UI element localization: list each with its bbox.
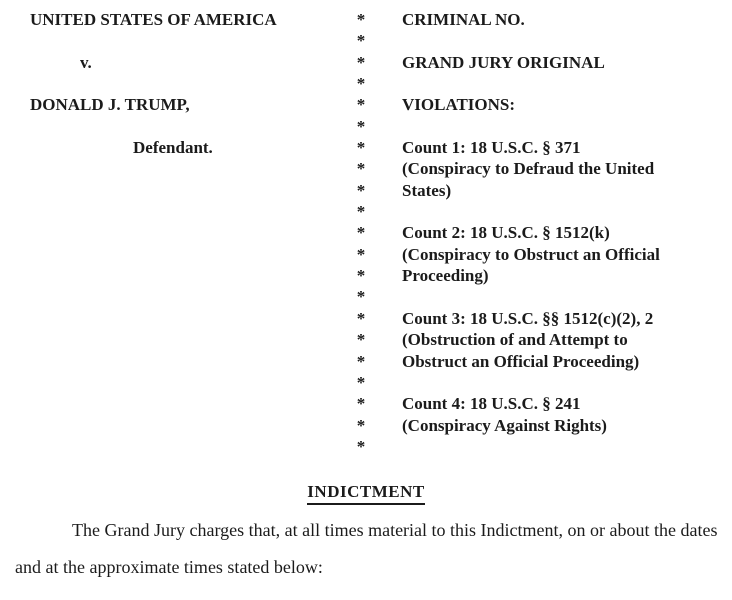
charging-paragraph-line: and at the approximate times stated below: <box>15 557 323 577</box>
caption-spacer <box>402 116 732 137</box>
caption-spacer <box>30 116 340 137</box>
defendant-name: DONALD J. TRUMP, <box>30 95 190 115</box>
caption-spacer <box>402 436 732 457</box>
count-2-description-line: (Conspiracy to Obstruct an Official <box>402 244 660 264</box>
caption-charges-column <box>402 9 732 457</box>
asterisk-glyph: * <box>356 308 366 328</box>
asterisk-glyph: * <box>356 287 366 307</box>
asterisk-divider-column <box>352 9 370 457</box>
count-4-description-line: (Conspiracy Against Rights) <box>402 415 607 435</box>
count-3-description-line: Obstruct an Official Proceeding) <box>402 351 640 371</box>
asterisk-glyph: * <box>356 95 366 115</box>
grand-jury-original-label: GRAND JURY ORIGINAL <box>402 52 605 72</box>
count-2-description-line: Proceeding) <box>402 266 489 286</box>
count-4-statute-line: Count 4: 18 U.S.C. § 241 <box>402 394 581 414</box>
caption-spacer <box>30 73 340 94</box>
asterisk-glyph: * <box>356 202 366 222</box>
defendant-designation: Defendant. <box>133 138 213 158</box>
charging-paragraph <box>15 512 725 586</box>
asterisk-glyph: * <box>356 74 366 94</box>
asterisk-glyph: * <box>356 415 366 435</box>
asterisk-glyph: * <box>356 159 366 179</box>
indictment-heading-text: INDICTMENT <box>307 482 424 505</box>
asterisk-glyph: * <box>356 330 366 350</box>
asterisk-glyph: * <box>356 116 366 136</box>
asterisk-glyph: * <box>356 52 366 72</box>
asterisk-glyph: * <box>356 223 366 243</box>
asterisk-glyph: * <box>356 180 366 200</box>
versus-abbreviation: v. <box>80 52 92 72</box>
asterisk-glyph: * <box>356 351 366 371</box>
asterisk-glyph: * <box>356 436 366 456</box>
violations-label: VIOLATIONS: <box>402 95 516 115</box>
count-2-statute-line: Count 2: 18 U.S.C. § 1512(k) <box>402 223 610 243</box>
indictment-heading <box>0 482 732 505</box>
asterisk-glyph: * <box>356 31 366 51</box>
count-3-description-line: (Obstruction of and Attempt to <box>402 330 628 350</box>
count-1-description-line: (Conspiracy to Defraud the United <box>402 159 655 179</box>
caption-parties-column <box>30 9 340 158</box>
count-1-statute-line: Count 1: 18 U.S.C. § 371 <box>402 138 581 158</box>
plaintiff-name: UNITED STATES OF AMERICA <box>30 10 277 29</box>
caption-spacer <box>30 30 340 51</box>
charging-paragraph-line: The Grand Jury charges that, at all times material to this Indictment, on or about the dates <box>72 520 718 540</box>
caption-spacer <box>402 73 732 94</box>
count-1-description-line: States) <box>402 180 452 200</box>
asterisk-glyph: * <box>356 372 366 392</box>
asterisk-glyph: * <box>356 266 366 286</box>
criminal-no-label: CRIMINAL NO. <box>402 10 525 29</box>
count-3-statute-line: Count 3: 18 U.S.C. §§ 1512(c)(2), 2 <box>402 308 654 328</box>
caption-spacer <box>402 30 732 51</box>
asterisk-glyph: * <box>356 138 366 158</box>
asterisk-glyph: * <box>356 244 366 264</box>
caption-spacer <box>402 372 732 393</box>
asterisk-glyph: * <box>356 394 366 414</box>
caption-spacer <box>402 201 732 222</box>
caption-spacer <box>402 286 732 307</box>
asterisk-glyph: * <box>356 10 366 29</box>
